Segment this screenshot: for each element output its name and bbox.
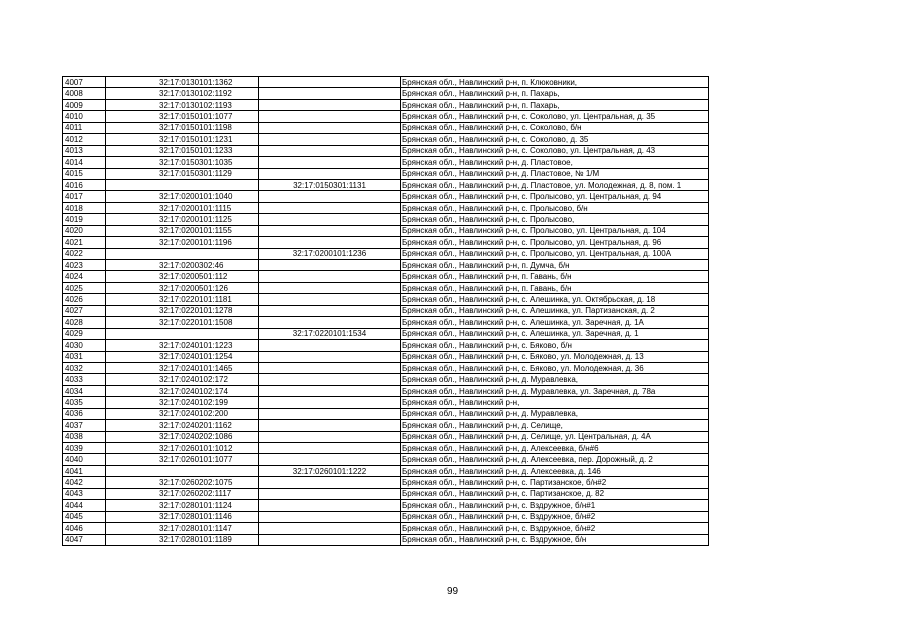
cadastral-number-cell: 32:17:0150101:1077 bbox=[106, 111, 259, 122]
table-row bbox=[63, 157, 709, 168]
cadastral-number-alt-cell bbox=[259, 340, 401, 351]
cadastral-number-alt-cell bbox=[259, 122, 401, 133]
row-number-cell: 4026 bbox=[63, 294, 106, 305]
cadastral-number-alt-cell bbox=[259, 237, 401, 248]
address-cell: Брянская обл., Навлинский р-н, с. Алешинка, ул. Октябрьская, д. 18 bbox=[401, 294, 709, 305]
cadastral-number-cell: 32:17:0280101:1147 bbox=[106, 523, 259, 534]
row-number-cell: 4012 bbox=[63, 134, 106, 145]
table-row bbox=[63, 168, 709, 179]
address-cell: Брянская обл., Навлинский р-н, с. Алешинка, ул. Партизанская, д. 2 bbox=[401, 305, 709, 316]
address-cell: Брянская обл., Навлинский р-н, с. Бяково, ул. Молодежная, д. 36 bbox=[401, 362, 709, 373]
row-number-cell: 4019 bbox=[63, 214, 106, 225]
cadastral-number-alt-cell bbox=[259, 157, 401, 168]
address-cell: Брянская обл., Навлинский р-н, д. Селище, bbox=[401, 420, 709, 431]
cadastral-number-alt-cell bbox=[259, 99, 401, 110]
cadastral-number-cell: 32:17:0200101:1155 bbox=[106, 225, 259, 236]
row-number-cell: 4014 bbox=[63, 157, 106, 168]
row-number-cell: 4041 bbox=[63, 465, 106, 476]
cadastral-number-alt-cell bbox=[259, 534, 401, 545]
row-number-cell: 4028 bbox=[63, 317, 106, 328]
cadastral-number-cell: 32:17:0200501:126 bbox=[106, 282, 259, 293]
table-row bbox=[63, 237, 709, 248]
row-number-cell: 4030 bbox=[63, 340, 106, 351]
table-row bbox=[63, 534, 709, 545]
cadastral-number-alt-cell bbox=[259, 111, 401, 122]
address-cell: Брянская обл., Навлинский р-н, с. Вздружное, б/н bbox=[401, 534, 709, 545]
address-cell: Брянская обл., Навлинский р-н, п. Гавань, б/н bbox=[401, 282, 709, 293]
row-number-cell: 4021 bbox=[63, 237, 106, 248]
cadastral-number-alt-cell bbox=[259, 500, 401, 511]
table-row bbox=[63, 122, 709, 133]
address-cell: Брянская обл., Навлинский р-н, с. Бяково, ул. Молодежная, д. 13 bbox=[401, 351, 709, 362]
table-row bbox=[63, 179, 709, 190]
row-number-cell: 4042 bbox=[63, 477, 106, 488]
row-number-cell: 4035 bbox=[63, 397, 106, 408]
table-row bbox=[63, 294, 709, 305]
table-row bbox=[63, 511, 709, 522]
address-cell: Брянская обл., Навлинский р-н, д. Алексеевка, пер. Дорожный, д. 2 bbox=[401, 454, 709, 465]
row-number-cell: 4032 bbox=[63, 362, 106, 373]
row-number-cell: 4024 bbox=[63, 271, 106, 282]
address-cell: Брянская обл., Навлинский р-н, с. Партизанское, д. 82 bbox=[401, 488, 709, 499]
address-cell: Брянская обл., Навлинский р-н, с. Вздружное, б/н#2 bbox=[401, 511, 709, 522]
cadastral-number-alt-cell bbox=[259, 408, 401, 419]
row-number-cell: 4029 bbox=[63, 328, 106, 339]
cadastral-number-alt-cell bbox=[259, 225, 401, 236]
cadastral-number-alt-cell bbox=[259, 523, 401, 534]
table-row bbox=[63, 317, 709, 328]
address-cell: Брянская обл., Навлинский р-н, п. Пахарь, bbox=[401, 99, 709, 110]
cadastral-number-cell: 32:17:0150101:1198 bbox=[106, 122, 259, 133]
row-number-cell: 4046 bbox=[63, 523, 106, 534]
cadastral-number-cell: 32:17:0220101:1181 bbox=[106, 294, 259, 305]
cadastral-number-cell: 32:17:0200101:1125 bbox=[106, 214, 259, 225]
address-cell: Брянская обл., Навлинский р-н, с. Алешинка, ул. Заречная, д. 1 bbox=[401, 328, 709, 339]
cadastral-number-alt-cell bbox=[259, 420, 401, 431]
cadastral-number-alt-cell bbox=[259, 168, 401, 179]
address-cell: Брянская обл., Навлинский р-н, п. Пахарь, bbox=[401, 88, 709, 99]
cadastral-number-alt-cell bbox=[259, 271, 401, 282]
table-row bbox=[63, 385, 709, 396]
table-row bbox=[63, 351, 709, 362]
cadastral-number-alt-cell bbox=[259, 214, 401, 225]
address-cell: Брянская обл., Навлинский р-н, д. Муравлевка, bbox=[401, 408, 709, 419]
table-row bbox=[63, 77, 709, 88]
table-row bbox=[63, 305, 709, 316]
cadastral-number-alt-cell bbox=[259, 477, 401, 488]
cadastral-number-cell: 32:17:0260101:1012 bbox=[106, 443, 259, 454]
address-cell: Брянская обл., Навлинский р-н, д. Муравлевка, ул. Заречная, д. 78а bbox=[401, 385, 709, 396]
cadastral-number-alt-cell: 32:17:0220101:1534 bbox=[259, 328, 401, 339]
address-cell: Брянская обл., Навлинский р-н, с. Алешинка, ул. Заречная, д. 1А bbox=[401, 317, 709, 328]
address-cell: Брянская обл., Навлинский р-н, с. Соколово, ул. Центральная, д. 35 bbox=[401, 111, 709, 122]
row-number-cell: 4044 bbox=[63, 500, 106, 511]
row-number-cell: 4033 bbox=[63, 374, 106, 385]
address-cell: Брянская обл., Навлинский р-н, д. Пластовое, bbox=[401, 157, 709, 168]
table-row bbox=[63, 328, 709, 339]
cadastral-number-cell: 32:17:0200101:1040 bbox=[106, 191, 259, 202]
row-number-cell: 4016 bbox=[63, 179, 106, 190]
address-cell: Брянская обл., Навлинский р-н, п. Думча, б/н bbox=[401, 260, 709, 271]
row-number-cell: 4039 bbox=[63, 443, 106, 454]
address-cell: Брянская обл., Навлинский р-н, bbox=[401, 397, 709, 408]
cadastral-number-alt-cell: 32:17:0150301:1131 bbox=[259, 179, 401, 190]
cadastral-number-cell: 32:17:0240102:199 bbox=[106, 397, 259, 408]
cadastral-number-cell: 32:17:0130102:1193 bbox=[106, 99, 259, 110]
row-number-cell: 4038 bbox=[63, 431, 106, 442]
cadastral-number-cell: 32:17:0150301:1035 bbox=[106, 157, 259, 168]
cadastral-number-alt-cell bbox=[259, 202, 401, 213]
address-cell: Брянская обл., Навлинский р-н, с. Пролысово, ул. Центральная, д. 100А bbox=[401, 248, 709, 259]
row-number-cell: 4018 bbox=[63, 202, 106, 213]
address-cell: Брянская обл., Навлинский р-н, с. Пролысово, ул. Центральная, д. 104 bbox=[401, 225, 709, 236]
table-row bbox=[63, 340, 709, 351]
table-row bbox=[63, 145, 709, 156]
row-number-cell: 4009 bbox=[63, 99, 106, 110]
address-cell: Брянская обл., Навлинский р-н, п. Клюковники, bbox=[401, 77, 709, 88]
row-number-cell: 4025 bbox=[63, 282, 106, 293]
cadastral-number-alt-cell bbox=[259, 362, 401, 373]
cadastral-number-cell: 32:17:0130101:1362 bbox=[106, 77, 259, 88]
row-number-cell: 4047 bbox=[63, 534, 106, 545]
cadastral-number-alt-cell bbox=[259, 511, 401, 522]
address-cell: Брянская обл., Навлинский р-н, п. Гавань, б/н bbox=[401, 271, 709, 282]
cadastral-number-cell: 32:17:0220101:1278 bbox=[106, 305, 259, 316]
cadastral-number-cell: 32:17:0260101:1077 bbox=[106, 454, 259, 465]
table-row bbox=[63, 225, 709, 236]
address-cell: Брянская обл., Навлинский р-н, с. Соколово, д. 35 bbox=[401, 134, 709, 145]
cadastral-number-cell bbox=[106, 328, 259, 339]
row-number-cell: 4031 bbox=[63, 351, 106, 362]
cadastral-number-cell: 32:17:0130102:1192 bbox=[106, 88, 259, 99]
address-cell: Брянская обл., Навлинский р-н, с. Вздружное, б/н#1 bbox=[401, 500, 709, 511]
address-cell: Брянская обл., Навлинский р-н, с. Вздружное, б/н#2 bbox=[401, 523, 709, 534]
cadastral-number-cell: 32:17:0150101:1231 bbox=[106, 134, 259, 145]
address-cell: Брянская обл., Навлинский р-н, д. Пластовое, № 1/М bbox=[401, 168, 709, 179]
address-cell: Брянская обл., Навлинский р-н, д. Пластовое, ул. Молодежная, д. 8, пом. 1 bbox=[401, 179, 709, 190]
address-cell: Брянская обл., Навлинский р-н, с. Соколово, ул. Центральная, д. 43 bbox=[401, 145, 709, 156]
table-row bbox=[63, 408, 709, 419]
cadastral-number-alt-cell: 32:17:0200101:1236 bbox=[259, 248, 401, 259]
row-number-cell: 4008 bbox=[63, 88, 106, 99]
address-cell: Брянская обл., Навлинский р-н, с. Пролысово, bbox=[401, 214, 709, 225]
cadastral-number-cell: 32:17:0240102:174 bbox=[106, 385, 259, 396]
cadastral-number-cell: 32:17:0220101:1508 bbox=[106, 317, 259, 328]
cadastral-number-alt-cell bbox=[259, 260, 401, 271]
table-row bbox=[63, 431, 709, 442]
cadastral-number-alt-cell bbox=[259, 454, 401, 465]
table-row bbox=[63, 202, 709, 213]
row-number-cell: 4043 bbox=[63, 488, 106, 499]
cadastral-number-cell: 32:17:0200302:46 bbox=[106, 260, 259, 271]
cadastral-number-cell: 32:17:0150101:1233 bbox=[106, 145, 259, 156]
row-number-cell: 4045 bbox=[63, 511, 106, 522]
address-cell: Брянская обл., Навлинский р-н, с. Пролысово, ул. Центральная, д. 94 bbox=[401, 191, 709, 202]
row-number-cell: 4015 bbox=[63, 168, 106, 179]
cadastral-number-alt-cell bbox=[259, 145, 401, 156]
table-row bbox=[63, 99, 709, 110]
table-row bbox=[63, 465, 709, 476]
cadastral-number-cell: 32:17:0280101:1189 bbox=[106, 534, 259, 545]
cadastral-number-cell: 32:17:0240201:1162 bbox=[106, 420, 259, 431]
cadastral-number-alt-cell bbox=[259, 282, 401, 293]
row-number-cell: 4020 bbox=[63, 225, 106, 236]
cadastral-number-cell: 32:17:0280101:1124 bbox=[106, 500, 259, 511]
table-row bbox=[63, 260, 709, 271]
page-number: 99 bbox=[446, 586, 459, 597]
cadastral-number-cell: 32:17:0240101:1465 bbox=[106, 362, 259, 373]
address-cell: Брянская обл., Навлинский р-н, д. Муравлевка, bbox=[401, 374, 709, 385]
cadastral-number-alt-cell bbox=[259, 88, 401, 99]
property-table bbox=[62, 76, 709, 546]
table-row bbox=[63, 191, 709, 202]
cadastral-number-cell: 32:17:0240101:1223 bbox=[106, 340, 259, 351]
table-row bbox=[63, 271, 709, 282]
row-number-cell: 4022 bbox=[63, 248, 106, 259]
cadastral-number-alt-cell bbox=[259, 191, 401, 202]
address-cell: Брянская обл., Навлинский р-н, д. Алексеевка, д. 146 bbox=[401, 465, 709, 476]
cadastral-number-cell bbox=[106, 248, 259, 259]
cadastral-number-alt-cell bbox=[259, 431, 401, 442]
table-row bbox=[63, 523, 709, 534]
table-row bbox=[63, 454, 709, 465]
cadastral-number-cell: 32:17:0200501:112 bbox=[106, 271, 259, 282]
cadastral-number-cell: 32:17:0280101:1146 bbox=[106, 511, 259, 522]
cadastral-number-alt-cell bbox=[259, 294, 401, 305]
cadastral-number-alt-cell: 32:17:0260101:1222 bbox=[259, 465, 401, 476]
row-number-cell: 4036 bbox=[63, 408, 106, 419]
cadastral-number-cell: 32:17:0200101:1196 bbox=[106, 237, 259, 248]
table-row bbox=[63, 477, 709, 488]
cadastral-number-alt-cell bbox=[259, 374, 401, 385]
cadastral-number-cell: 32:17:0240101:1254 bbox=[106, 351, 259, 362]
table-row bbox=[63, 397, 709, 408]
row-number-cell: 4007 bbox=[63, 77, 106, 88]
table-row bbox=[63, 88, 709, 99]
cadastral-number-cell: 32:17:0240102:200 bbox=[106, 408, 259, 419]
address-cell: Брянская обл., Навлинский р-н, д. Селище, ул. Центральная, д. 4А bbox=[401, 431, 709, 442]
row-number-cell: 4040 bbox=[63, 454, 106, 465]
cadastral-number-cell bbox=[106, 179, 259, 190]
cadastral-number-alt-cell bbox=[259, 397, 401, 408]
row-number-cell: 4034 bbox=[63, 385, 106, 396]
row-number-cell: 4037 bbox=[63, 420, 106, 431]
cadastral-number-cell: 32:17:0150301:1129 bbox=[106, 168, 259, 179]
table-row bbox=[63, 488, 709, 499]
address-cell: Брянская обл., Навлинский р-н, с. Пролысово, ул. Центральная, д. 96 bbox=[401, 237, 709, 248]
cadastral-number-alt-cell bbox=[259, 317, 401, 328]
cadastral-number-alt-cell bbox=[259, 77, 401, 88]
table-row bbox=[63, 248, 709, 259]
table-row bbox=[63, 362, 709, 373]
cadastral-number-alt-cell bbox=[259, 488, 401, 499]
cadastral-number-alt-cell bbox=[259, 443, 401, 454]
cadastral-number-cell: 32:17:0240202:1086 bbox=[106, 431, 259, 442]
cadastral-number-cell: 32:17:0240102:172 bbox=[106, 374, 259, 385]
table-row bbox=[63, 282, 709, 293]
row-number-cell: 4017 bbox=[63, 191, 106, 202]
cadastral-number-alt-cell bbox=[259, 134, 401, 145]
cadastral-number-cell: 32:17:0260202:1117 bbox=[106, 488, 259, 499]
address-cell: Брянская обл., Навлинский р-н, с. Соколово, б/н bbox=[401, 122, 709, 133]
row-number-cell: 4010 bbox=[63, 111, 106, 122]
cadastral-number-alt-cell bbox=[259, 351, 401, 362]
cadastral-number-alt-cell bbox=[259, 385, 401, 396]
table-row bbox=[63, 420, 709, 431]
address-cell: Брянская обл., Навлинский р-н, д. Алексеевка, б/н#6 bbox=[401, 443, 709, 454]
row-number-cell: 4013 bbox=[63, 145, 106, 156]
cadastral-number-alt-cell bbox=[259, 305, 401, 316]
table-row bbox=[63, 500, 709, 511]
cadastral-number-cell bbox=[106, 465, 259, 476]
row-number-cell: 4011 bbox=[63, 122, 106, 133]
table-row bbox=[63, 134, 709, 145]
address-cell: Брянская обл., Навлинский р-н, с. Партизанское, б/н#2 bbox=[401, 477, 709, 488]
address-cell: Брянская обл., Навлинский р-н, с. Пролысово, б/н bbox=[401, 202, 709, 213]
table-row bbox=[63, 111, 709, 122]
table-body bbox=[63, 77, 709, 546]
row-number-cell: 4023 bbox=[63, 260, 106, 271]
cadastral-number-cell: 32:17:0260202:1075 bbox=[106, 477, 259, 488]
cadastral-number-cell: 32:17:0200101:1115 bbox=[106, 202, 259, 213]
address-cell: Брянская обл., Навлинский р-н, с. Бяково, б/н bbox=[401, 340, 709, 351]
table-row bbox=[63, 443, 709, 454]
table-row bbox=[63, 214, 709, 225]
row-number-cell: 4027 bbox=[63, 305, 106, 316]
table-row bbox=[63, 374, 709, 385]
